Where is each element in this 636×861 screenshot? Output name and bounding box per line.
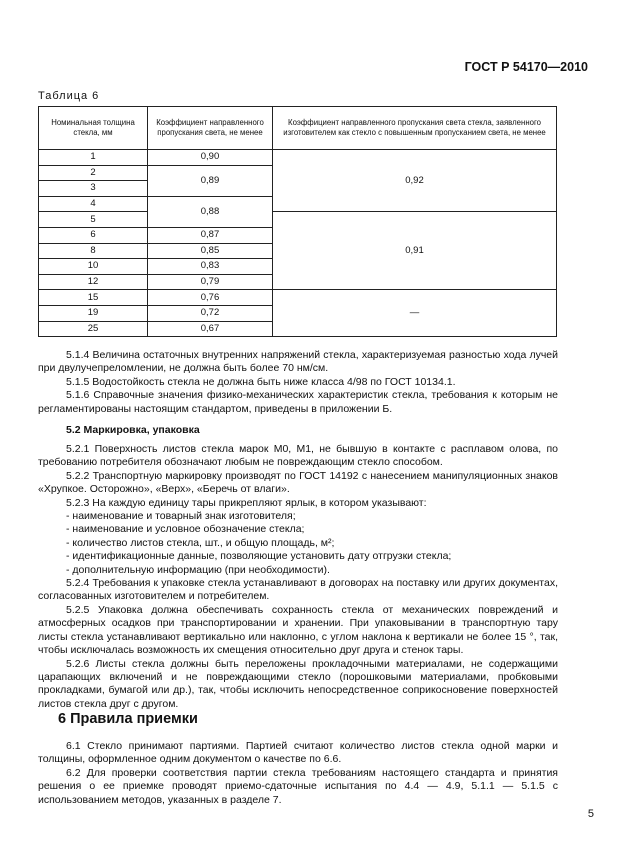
list-item: - наименование и товарный знак изготовителя;: [66, 510, 296, 523]
thickness-cell: 25: [39, 321, 148, 337]
high-transmission-cell: —: [273, 290, 557, 337]
paragraph-6-2: 6.2 Для проверки соответствия партии стекла требованиям настоящего стандарта и принятия решения о ее приемке проводят приемо-сдаточные испытания по 4.4 — 4.9, 5.1.1 — 5.1.5 с использованием методов, указанных в разделе 7.: [38, 766, 558, 806]
section-6-text: [38, 740, 558, 807]
coefficient-cell: 0,87: [148, 227, 273, 243]
transmission-table: [38, 106, 557, 337]
thickness-cell: 3: [39, 181, 148, 197]
table-row: [39, 150, 557, 166]
high-transmission-cell: 0,91: [273, 212, 557, 290]
thickness-cell: 15: [39, 290, 148, 306]
paragraph-5-2-3: 5.2.3 На каждую единицу тары прикрепляют ярлык, в котором указывают:: [66, 496, 427, 509]
paragraph-5-2-4: 5.2.4 Требования к упаковке стекла устанавливают в договорах на поставку или других документах, согласованных изготовителем и потребителем.: [38, 577, 558, 603]
table-header-row: [39, 107, 557, 150]
thickness-cell: 6: [39, 227, 148, 243]
coefficient-cell: 0,85: [148, 243, 273, 259]
table-caption: Таблица 6: [38, 90, 100, 102]
page-number: 5: [587, 808, 594, 820]
coefficient-cell: 0,88: [148, 196, 273, 227]
table-row: [39, 290, 557, 306]
coefficient-cell: 0,76: [148, 290, 273, 306]
header-thickness: Номинальная толщина стекла, мм: [39, 107, 148, 150]
coefficient-cell: 0,67: [148, 321, 273, 337]
thickness-cell: 1: [39, 150, 148, 166]
section-5-2-text: [38, 443, 558, 711]
list-item: - количество листов стекла, шт., и общую площадь, м²;: [66, 536, 335, 549]
coefficient-cell: 0,83: [148, 259, 273, 275]
thickness-cell: 8: [39, 243, 148, 259]
thickness-cell: 12: [39, 274, 148, 290]
coefficient-cell: 0,72: [148, 305, 273, 321]
list-item: - дополнительную информацию (при необходимости).: [66, 563, 330, 576]
thickness-cell: 2: [39, 165, 148, 181]
table-row: [39, 212, 557, 228]
coefficient-cell: 0,79: [148, 274, 273, 290]
paragraph-5-1-4: 5.1.4 Величина остаточных внутренних напряжений стекла, характеризуемая разностью хода лучей при двулучепреломлении, не должна быть более 70 нм/см.: [38, 349, 558, 375]
section-6-heading: 6 Правила приемки: [58, 711, 198, 727]
section-5-2-heading: 5.2 Маркировка, упаковка: [66, 424, 200, 436]
paragraph-5-2-2: 5.2.2 Транспортную маркировку производят по ГОСТ 14192 с нанесением манипуляционных знаков «Хрупкое. Осторожно», «Верх», «Беречь от влаги».: [38, 469, 558, 496]
paragraph-5-1-6: 5.1.6 Справочные значения физико-механических характеристик стекла, требования к которым не регламентированы настоящим стандартом, приведены в приложении Б.: [38, 389, 558, 415]
paragraph-5-2-1: 5.2.1 Поверхность листов стекла марок М0, М1, не бывшую в контакте с расплавом олова, по требованию потребителя обозначают любым не повреждающим стекло способом.: [38, 443, 558, 469]
thickness-cell: 10: [39, 259, 148, 275]
list-item: - наименование и условное обозначение стекла;: [66, 523, 305, 536]
header-coefficient: Коэффициент направленного пропускания света, не менее: [148, 107, 273, 150]
paragraph-5-2-6: 5.2.6 Листы стекла должны быть переложены прокладочными материалами, не содержащими царапающих включений и не повреждающими стекло (порошковыми материалами, пробковыми прокладками, бумагой или др.), так, чтобы исключить непосредственное соприкосновение поверхностей листов стекла друг с другом.: [38, 657, 558, 710]
paragraph-5-1-5: 5.1.5 Водостойкость стекла не должна быть ниже класса 4/98 по ГОСТ 10134.1.: [66, 375, 456, 388]
list-item: - идентификационные данные, позволяющие установить дату отгрузки стекла;: [66, 550, 452, 563]
document-header: ГОСТ Р 54170—2010: [464, 60, 588, 74]
thickness-cell: 5: [39, 212, 148, 228]
paragraph-5-2-5: 5.2.5 Упаковка должна обеспечивать сохранность стекла от механических повреждений и атмосферных осадков при транспортировании и хранении. При упаковывании в транспортную тару листы стекла устанавливают вертикально или наклонно, с углом наклона к вертикали не более 15 °, так, чтобы исключалась возможность их смещения относительно друг друга и стенок тары.: [38, 603, 558, 657]
thickness-cell: 4: [39, 196, 148, 212]
coefficient-cell: 0,90: [148, 150, 273, 166]
header-high-transmission: Коэффициент направленного пропускания света стекла, заявленного изготовителем как стекло с повышенным пропусканием света, не менее: [273, 107, 557, 150]
high-transmission-cell: 0,92: [273, 150, 557, 212]
coefficient-cell: 0,89: [148, 165, 273, 196]
thickness-cell: 19: [39, 305, 148, 321]
paragraph-6-1: 6.1 Стекло принимают партиями. Партией считают количество листов стекла одной марки и толщины, оформленное одним документом о качестве по 6.6.: [38, 740, 558, 766]
section-5-1-text: [38, 349, 558, 416]
